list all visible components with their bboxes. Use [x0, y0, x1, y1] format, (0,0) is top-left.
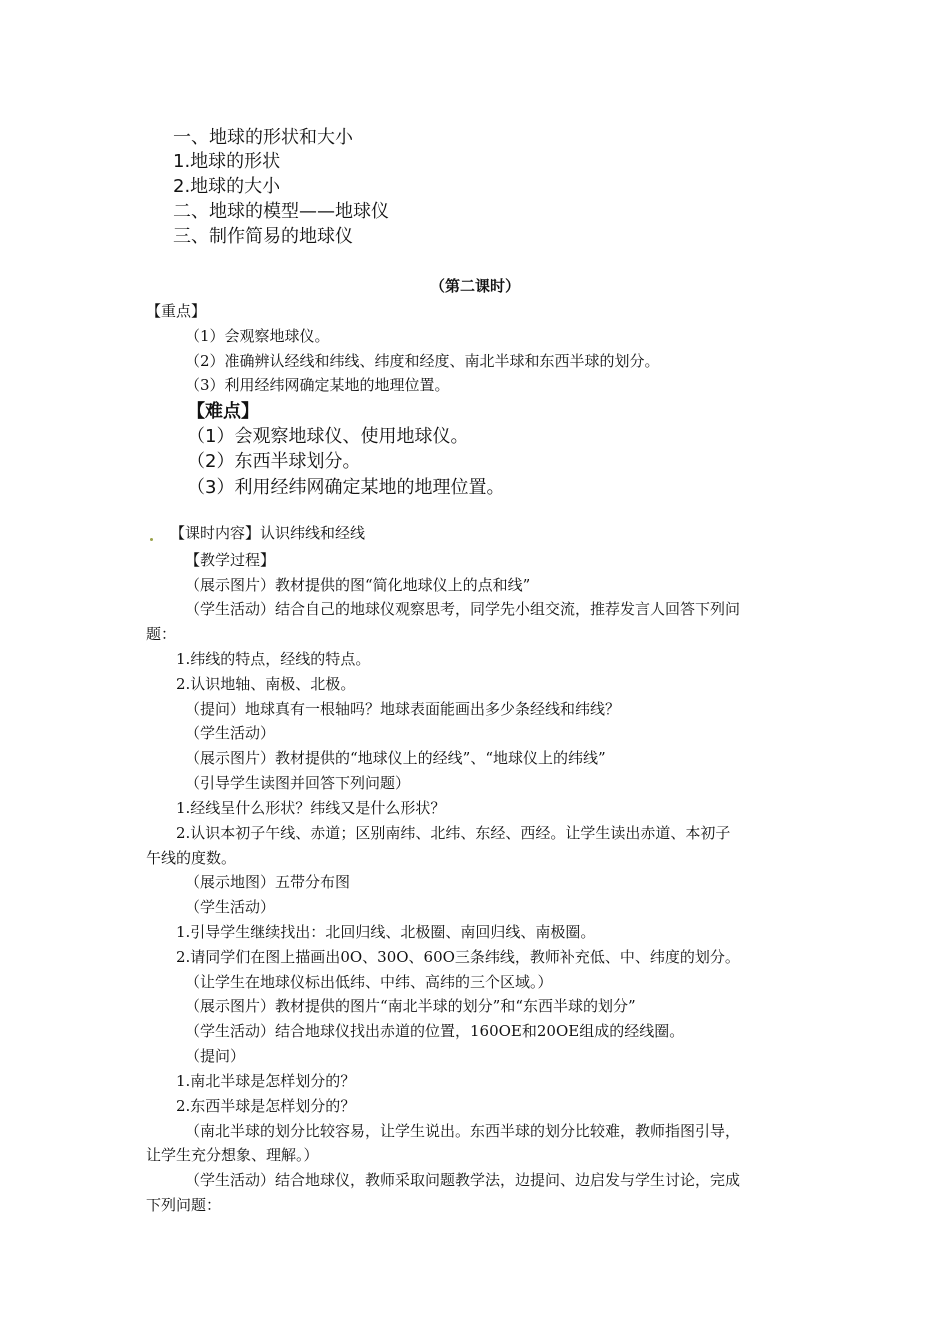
process-line: （展示图片）教材提供的图“简化地球仪上的点和线”: [185, 576, 531, 594]
process-line: （展示图片）教材提供的图片“南北半球的划分”和“东西半球的划分”: [185, 997, 636, 1015]
process-line: 1.经线呈什么形状？纬线又是什么形状？: [176, 799, 446, 817]
process-line: 1.引导学生继续找出：北回归线、北极圈、南回归线、南极圈。: [176, 923, 596, 941]
difficult-points-heading: 【难点】: [187, 401, 259, 422]
process-line: 1.纬线的特点，经线的特点。: [176, 650, 371, 668]
process-line: （展示地图）五带分布图: [185, 873, 351, 891]
process-line: （提问）: [185, 1047, 246, 1065]
outline-item: 1.地球的形状: [173, 151, 281, 172]
difficult-point-item: （1）会观察地球仪、使用地球仪。: [187, 426, 469, 447]
process-line: 2.请同学们在图上描画出0O、30O、60O三条纬线，教师补充低、中、纬度的划分。: [176, 948, 740, 966]
process-line: （提问）地球真有一根轴吗？地球表面能画出多少条经线和纬线？: [185, 700, 621, 718]
key-point-item: （3）利用经纬网确定某地的地理位置。: [185, 376, 450, 394]
process-line: 题：: [146, 625, 177, 643]
key-point-item: （1）会观察地球仪。: [185, 327, 330, 345]
key-points-heading: 【重点】: [146, 302, 207, 320]
bullet-mark: [150, 538, 153, 541]
process-line: （学生活动）结合自己的地球仪观察思考，同学先小组交流，推荐发言人回答下列问: [185, 600, 741, 618]
outline-item: 2.地球的大小: [173, 176, 281, 197]
process-line: （学生活动）结合地球仪找出赤道的位置，160OE和20OE组成的经线圈。: [185, 1022, 685, 1040]
outline-item: 二、地球的模型——地球仪: [173, 201, 389, 222]
process-line: 1.南北半球是怎样划分的？: [176, 1072, 356, 1090]
process-line: （学生活动）: [185, 898, 276, 916]
process-line: （展示图片）教材提供的“地球仪上的经线”、“地球仪上的纬线”: [185, 749, 606, 767]
process-line: （学生活动）: [185, 724, 276, 742]
outline-item: 一、地球的形状和大小: [173, 127, 353, 148]
process-line: （南北半球的划分比较容易，让学生说出。东西半球的划分比较难，教师指图引导，: [185, 1122, 741, 1140]
lesson-content: 【课时内容】认识纬线和经线: [170, 524, 366, 542]
process-line: 2.东西半球是怎样划分的？: [176, 1097, 356, 1115]
process-line: （学生活动）结合地球仪，教师采取问题教学法，边提问、边启发与学生讨论，完成: [185, 1171, 741, 1189]
outline-item: 三、制作简易的地球仪: [173, 226, 353, 247]
process-line: （引导学生读图并回答下列问题）: [185, 774, 411, 792]
difficult-point-item: （2）东西半球划分。: [187, 451, 361, 472]
process-heading: 【教学过程】: [185, 551, 276, 569]
process-line: （让学生在地球仪标出低纬、中纬、高纬的三个区域。）: [185, 973, 553, 991]
difficult-point-item: （3）利用经纬网确定某地的地理位置。: [187, 477, 505, 498]
process-line: 下列问题：: [146, 1196, 222, 1214]
process-line: 2.认识本初子午线、赤道；区别南纬、北纬、东经、西经。让学生读出赤道、本初子: [176, 824, 731, 842]
key-point-item: （2）准确辨认经线和纬线、纬度和经度、南北半球和东西半球的划分。: [185, 352, 660, 370]
lesson-title: （第二课时）: [429, 277, 520, 295]
process-line: 午线的度数。: [146, 849, 237, 867]
process-line: 让学生充分想象、理解。）: [146, 1146, 319, 1164]
process-line: 2.认识地轴、南极、北极。: [176, 675, 356, 693]
